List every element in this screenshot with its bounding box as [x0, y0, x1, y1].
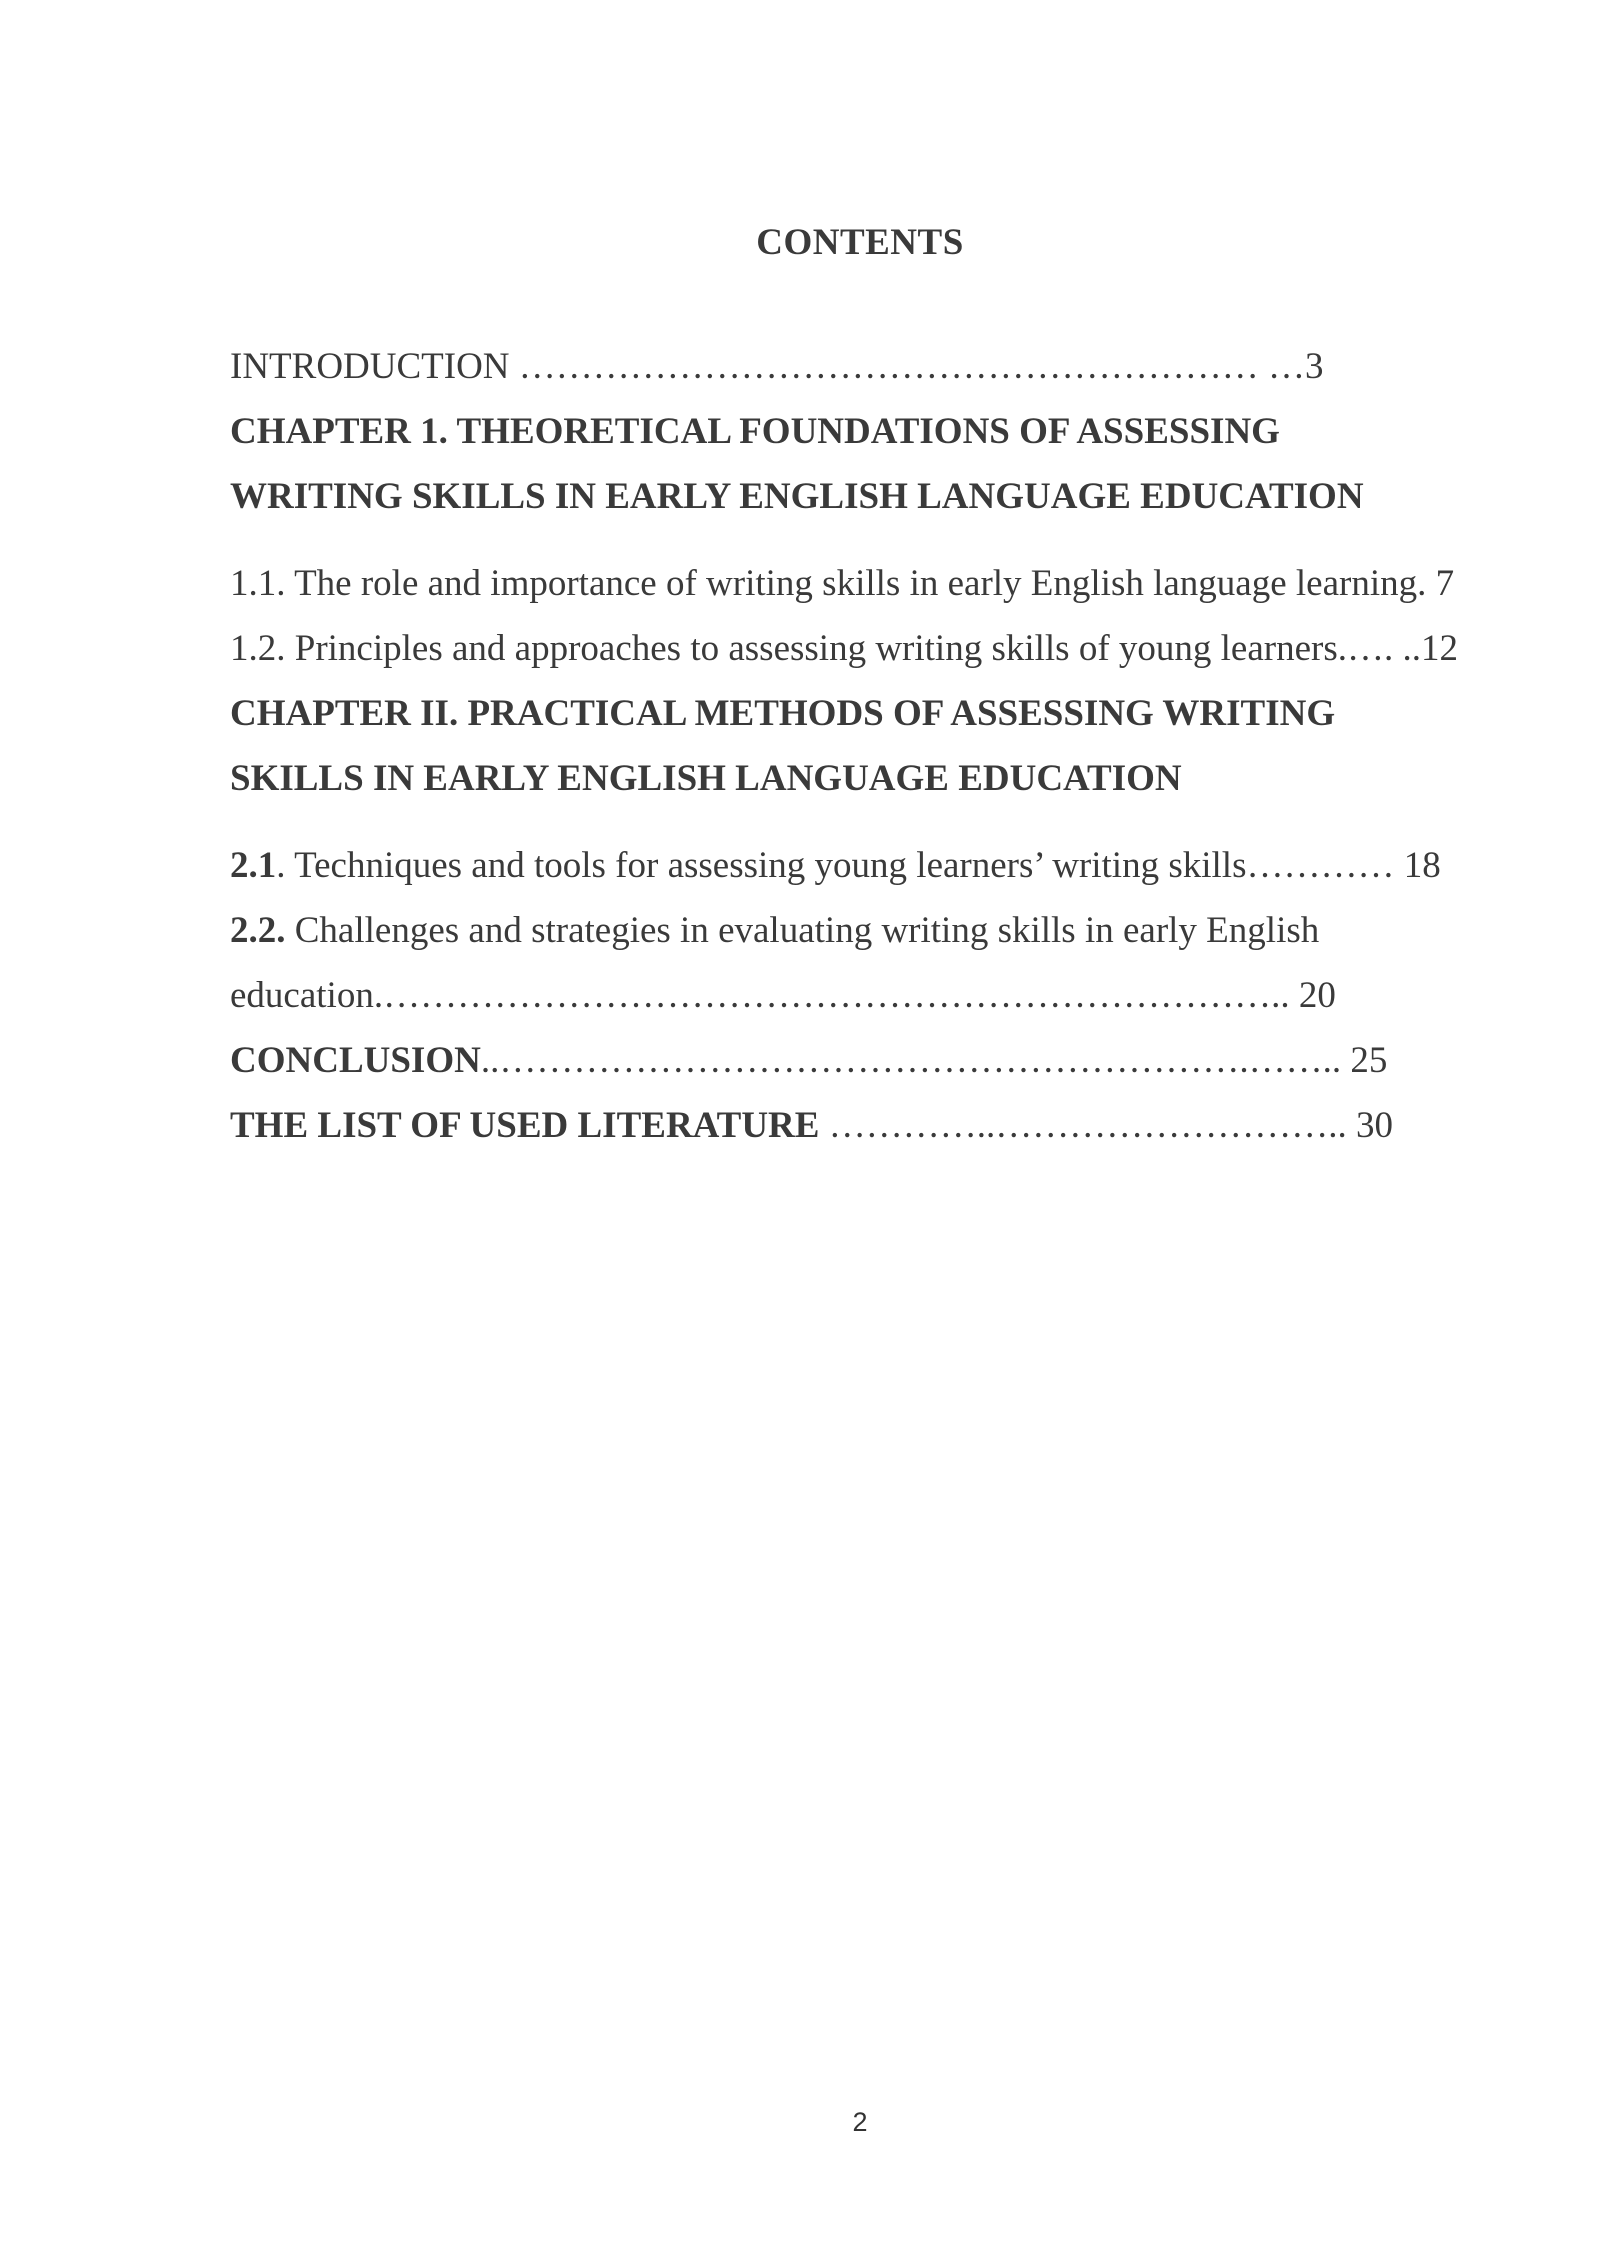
- page-title: CONTENTS: [756, 222, 964, 263]
- toc-entry-section-2-2-continued: education.……………………………………………………………….. 20: [230, 975, 1336, 1016]
- toc-chapter-1-title-line-2: WRITING SKILLS IN EARLY ENGLISH LANGUAGE EDUCATION: [230, 476, 1364, 517]
- toc-chapter-2-title-line-2: SKILLS IN EARLY ENGLISH LANGUAGE EDUCATION: [230, 758, 1182, 799]
- section-2-2-number: 2.2.: [230, 910, 286, 951]
- toc-entry-introduction: INTRODUCTION …………………………………………………… …3: [230, 346, 1324, 387]
- literature-label: THE LIST OF USED LITERATURE: [230, 1105, 820, 1146]
- literature-leader: …………..……………………….. 30: [819, 1105, 1393, 1146]
- conclusion-label: CONCLUSION: [230, 1040, 481, 1081]
- page-number: 2: [852, 2107, 868, 2137]
- toc-chapter-1: [230, 399, 1490, 529]
- conclusion-leader: ..…………………………………………………….…….. 25: [480, 1040, 1388, 1081]
- section-2-1-text: . Techniques and tools for assessing young learners’ writing skills………… 18: [276, 845, 1441, 886]
- toc-entry-section-1-2: 1.2. Principles and approaches to assessing writing skills of young learners.…. ..12: [230, 628, 1458, 669]
- section-2-2-text-line-1: Challenges and strategies in evaluating writing skills in early English: [285, 910, 1320, 951]
- table-of-contents: [230, 334, 1490, 1158]
- toc-entry-section-1-1: 1.1. The role and importance of writing skills in early English language learning. 7: [230, 563, 1455, 604]
- toc-entry-section-2-1: [230, 833, 1490, 898]
- section-2-1-number: 2.1: [230, 845, 277, 886]
- toc-chapter-1-title-line-1: CHAPTER 1. THEORETICAL FOUNDATIONS OF ASSESSING: [230, 411, 1280, 452]
- toc-entry-conclusion: [230, 1028, 1490, 1093]
- toc-entry-literature: [230, 1093, 1490, 1158]
- toc-entry-section-2-2: [230, 898, 1490, 963]
- toc-chapter-2: [230, 681, 1490, 811]
- toc-chapter-2-title-line-1: CHAPTER II. PRACTICAL METHODS OF ASSESSING WRITING: [230, 693, 1336, 734]
